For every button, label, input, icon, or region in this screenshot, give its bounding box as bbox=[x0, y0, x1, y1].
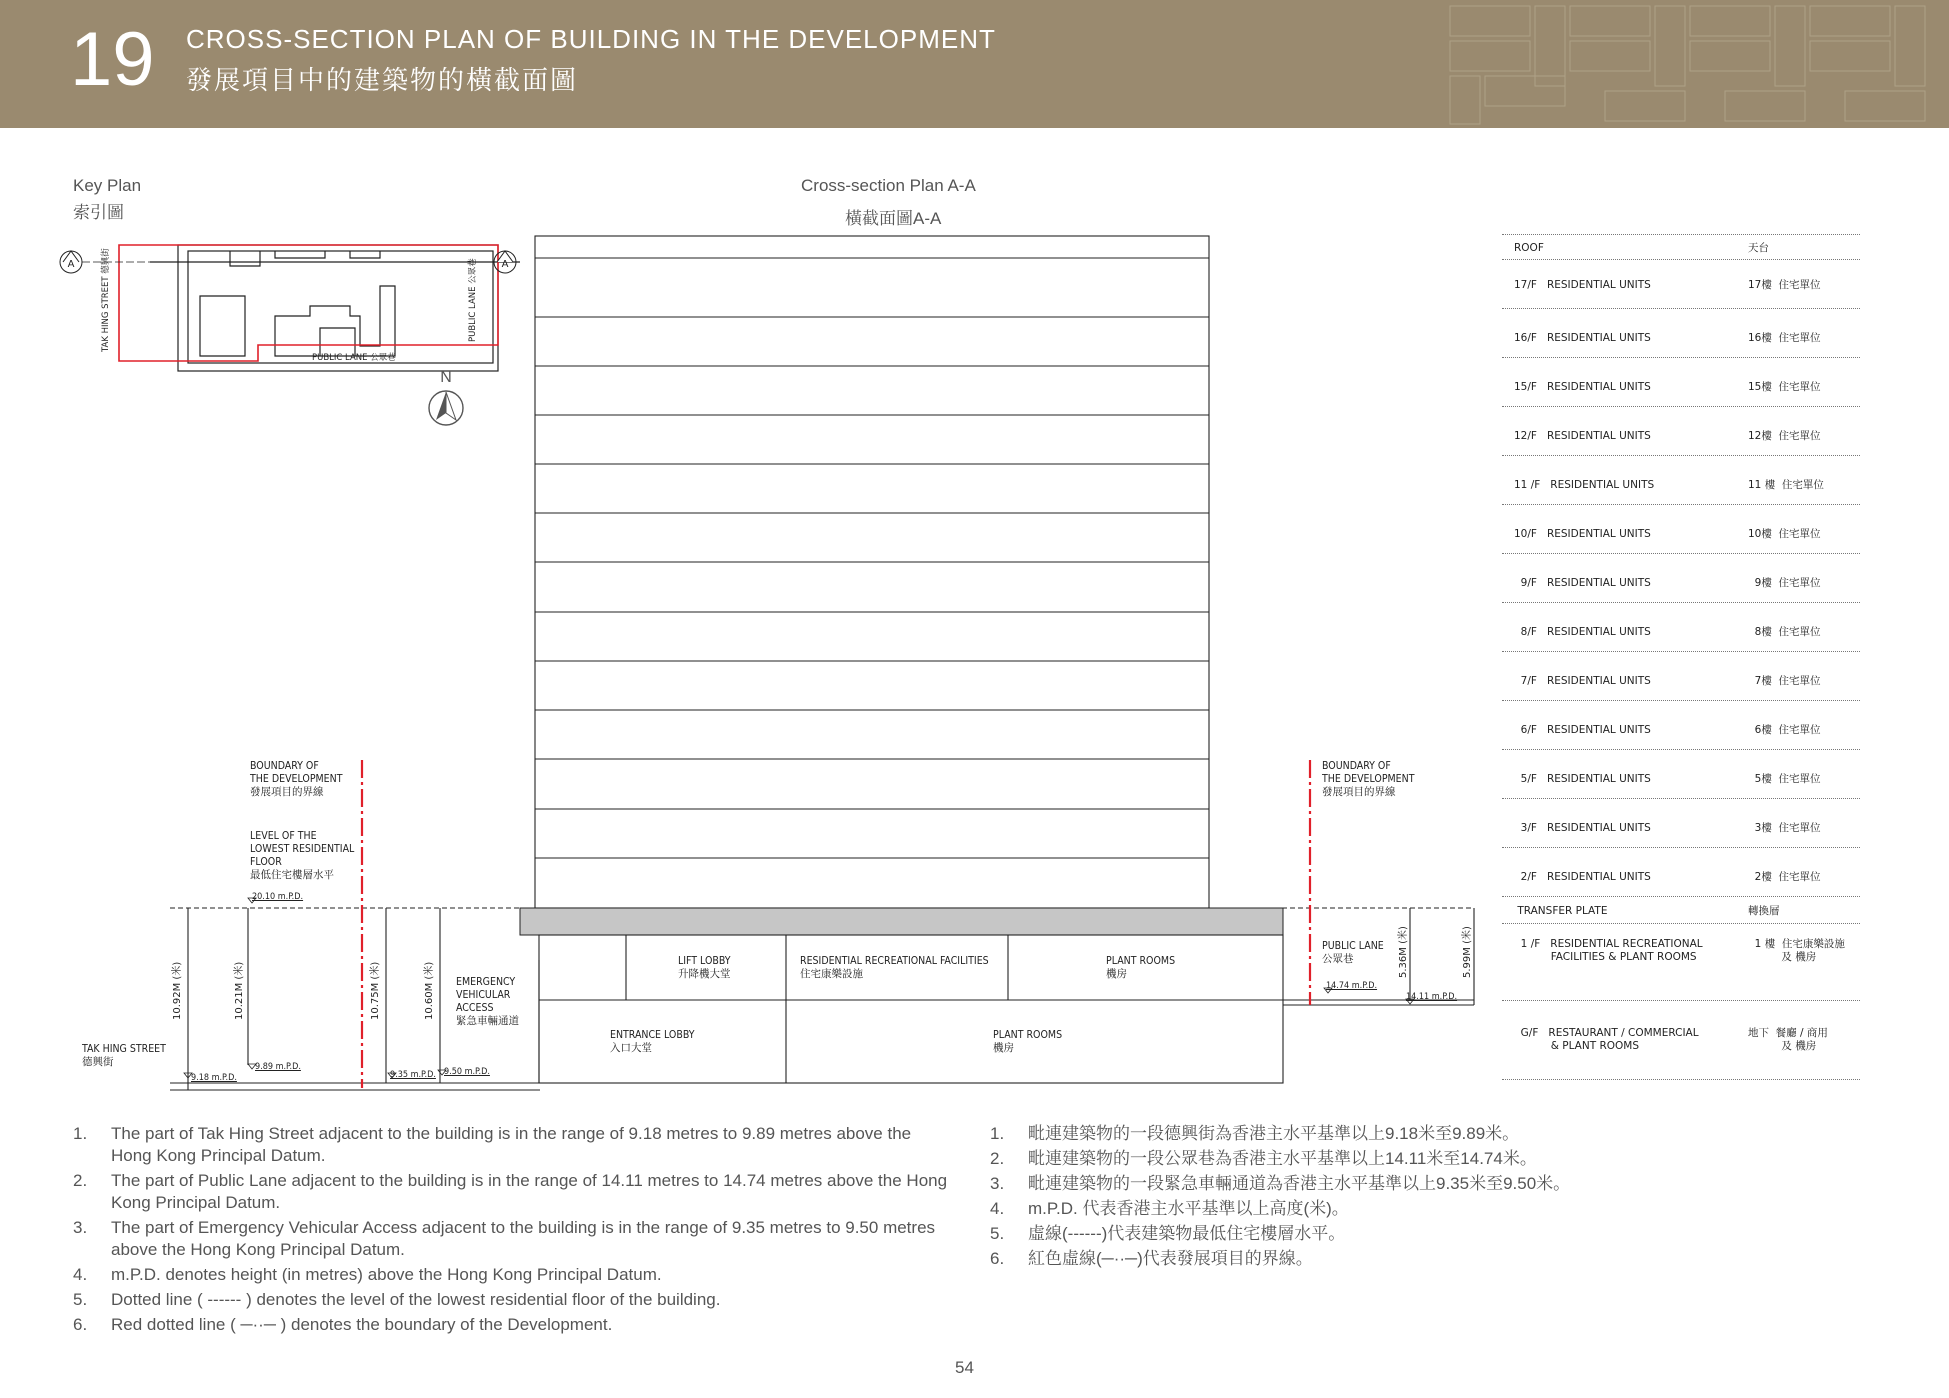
note-item: 6. 紅色虛線(─··─)代表發展項目的界線。 bbox=[990, 1249, 1313, 1268]
note-item: 5. Dotted line ( ------ ) denotes the level of the lowest residential floor of the building. bbox=[73, 1290, 721, 1309]
lowest-level-label: LEVEL OF THE LOWEST RESIDENTIAL FLOOR 最低住宅樓層水平 bbox=[250, 830, 355, 881]
floor-row: 9/F RESIDENTIAL UNITS 9樓 住宅單位 bbox=[1502, 554, 1860, 603]
note-item: 3. The part of Emergency Vehicular Access adjacent to the building is in the range of 9.35 metres to 9.50 metres above the Hong Kong Principal Datum. bbox=[73, 1218, 936, 1259]
level-14-74: 14.74 m.P.D. bbox=[1326, 981, 1378, 991]
note-item: 1. 毗連建築物的一段德興街為香港主水平基準以上9.18米至9.89米。 bbox=[990, 1124, 1520, 1143]
floor-row: 8/F RESIDENTIAL UNITS 8樓 住宅單位 bbox=[1502, 603, 1860, 652]
note-item: 3. 毗連建築物的一段緊急車輛通道為香港主水平基準以上9.35米至9.50米。 bbox=[990, 1174, 1571, 1193]
floor-row: TRANSFER PLATE 轉換層 bbox=[1502, 897, 1860, 924]
section-number: 19 bbox=[70, 17, 155, 102]
floor-row: G/F RESTAURANT / COMMERCIAL & PLANT ROOMS 地下 餐廳 / 商用 及 機房 bbox=[1502, 1001, 1860, 1080]
page-number: 54 bbox=[955, 1358, 974, 1377]
section-title-zh: 橫截面圖A-A bbox=[845, 209, 942, 228]
notes-en bbox=[73, 1123, 953, 1339]
note-item: 6. Red dotted line ( ─··─ ) denotes the boundary of the Development. bbox=[73, 1315, 613, 1334]
floor-row: 7/F RESIDENTIAL UNITS 7樓 住宅單位 bbox=[1502, 652, 1860, 701]
note-item: 5. 虛線(------)代表建築物最低住宅樓層水平。 bbox=[990, 1224, 1346, 1243]
plant-rooms-gf-label: PLANT ROOMS 機房 bbox=[993, 1029, 1063, 1054]
floor-row: 6/F RESIDENTIAL UNITS 6樓 住宅單位 bbox=[1502, 701, 1860, 750]
floor-row: 16/F RESIDENTIAL UNITS 16樓 住宅單位 bbox=[1502, 309, 1860, 358]
public-lane-section-label: PUBLIC LANE 公眾巷 bbox=[1322, 940, 1384, 965]
plant-rooms-1f-label: PLANT ROOMS 機房 bbox=[1106, 955, 1176, 980]
note-item: 4. m.P.D. 代表香港主水平基準以上高度(米)。 bbox=[990, 1199, 1349, 1218]
tower-outline bbox=[535, 236, 1209, 908]
north-label: N bbox=[440, 369, 452, 386]
floor-row: 17/F RESIDENTIAL UNITS 17樓 住宅單位 bbox=[1502, 259, 1860, 309]
transfer-plate bbox=[520, 908, 1283, 935]
section-title-en: Cross-section Plan A-A bbox=[801, 176, 976, 195]
floor-row: 2/F RESIDENTIAL UNITS 2樓 住宅單位 bbox=[1502, 848, 1860, 897]
public-lane-bottom-label: PUBLIC LANE 公眾巷 bbox=[312, 353, 396, 363]
note-item: 2. The part of Public Lane adjacent to the building is in the range of 14.11 metres to 14.74 metres above the Hong Kong Principal Datum. bbox=[73, 1171, 948, 1212]
floor-row: 3/F RESIDENTIAL UNITS 3樓 住宅單位 bbox=[1502, 799, 1860, 848]
level-9-89: 9.89 m.P.D. bbox=[255, 1062, 301, 1072]
note-item: 4. m.P.D. denotes height (in metres) above the Hong Kong Principal Datum. bbox=[73, 1265, 662, 1284]
rec-facilities-label: RESIDENTIAL RECREATIONAL FACILITIES 住宅康樂設施 bbox=[800, 955, 989, 980]
note-item: 1. The part of Tak Hing Street adjacent to the building is in the range of 9.18 metres to 9.89 metres above the Hong Kong Principal Datum. bbox=[73, 1124, 912, 1165]
svg-text:A: A bbox=[501, 259, 509, 270]
floor-row: 1 /F RESIDENTIAL RECREATIONAL FACILITIES & PLANT ROOMS 1 樓 住宅康樂設施 及 機房 bbox=[1502, 924, 1860, 1001]
dim-10-21: 10.21M (米) bbox=[234, 961, 245, 1020]
page-title-en: CROSS-SECTION PLAN OF BUILDING IN THE DEVELOPMENT bbox=[186, 24, 996, 54]
public-lane-right-label: PUBLIC LANE 公眾巷 bbox=[468, 258, 478, 342]
emergency-access-label: EMERGENCY VEHICULAR ACCESS 緊急車輛通道 bbox=[456, 976, 519, 1027]
key-plan-title-zh: 索引圖 bbox=[73, 203, 124, 222]
dim-10-75: 10.75M (米) bbox=[370, 961, 381, 1020]
note-item: 2. 毗連建築物的一段公眾巷為香港主水平基準以上14.11米至14.74米。 bbox=[990, 1149, 1537, 1168]
floor-row: ROOF 天台 bbox=[1502, 234, 1860, 260]
level-9-35: 9.35 m.P.D. bbox=[390, 1070, 436, 1080]
lowest-mpd: 20.10 m.P.D. bbox=[252, 892, 304, 902]
floor-row: 12/F RESIDENTIAL UNITS 12樓 住宅單位 bbox=[1502, 407, 1860, 456]
page-title-zh: 發展項目中的建築物的橫截面圖 bbox=[186, 65, 579, 95]
floor-row: 11 /F RESIDENTIAL UNITS 11 樓 住宅單位 bbox=[1502, 456, 1860, 505]
level-9-18: 9.18 m.P.D. bbox=[191, 1073, 237, 1083]
level-14-11: 14.11 m.P.D. bbox=[1406, 992, 1458, 1002]
tak-hing-street-label: TAK HING STREET 德興街 bbox=[101, 248, 111, 352]
tak-hing-street-section-label: TAK HING STREET 德興街 bbox=[82, 1043, 166, 1068]
boundary-left-label: BOUNDARY OF THE DEVELOPMENT 發展項目的界線 bbox=[250, 760, 343, 798]
key-plan-title-en: Key Plan bbox=[73, 176, 142, 195]
entrance-lobby-label: ENTRANCE LOBBY 入口大堂 bbox=[610, 1029, 695, 1054]
dim-5-36: 5.36M (米) bbox=[1398, 926, 1409, 978]
dim-5-99: 5.99M (米) bbox=[1462, 926, 1473, 978]
svg-text:A: A bbox=[67, 259, 75, 270]
floor-row: 5/F RESIDENTIAL UNITS 5樓 住宅單位 bbox=[1502, 750, 1860, 799]
lift-lobby-label: LIFT LOBBY 升降機大堂 bbox=[678, 955, 731, 980]
level-9-50: 9.50 m.P.D. bbox=[444, 1067, 490, 1077]
floor-row: 15/F RESIDENTIAL UNITS 15樓 住宅單位 bbox=[1502, 358, 1860, 407]
notes-zh bbox=[990, 1123, 1870, 1273]
dim-10-60: 10.60M (米) bbox=[424, 961, 435, 1020]
dim-10-92: 10.92M (米) bbox=[172, 961, 183, 1020]
floor-row: 10/F RESIDENTIAL UNITS 10樓 住宅單位 bbox=[1502, 505, 1860, 554]
boundary-right-label: BOUNDARY OF THE DEVELOPMENT 發展項目的界線 bbox=[1322, 760, 1415, 798]
